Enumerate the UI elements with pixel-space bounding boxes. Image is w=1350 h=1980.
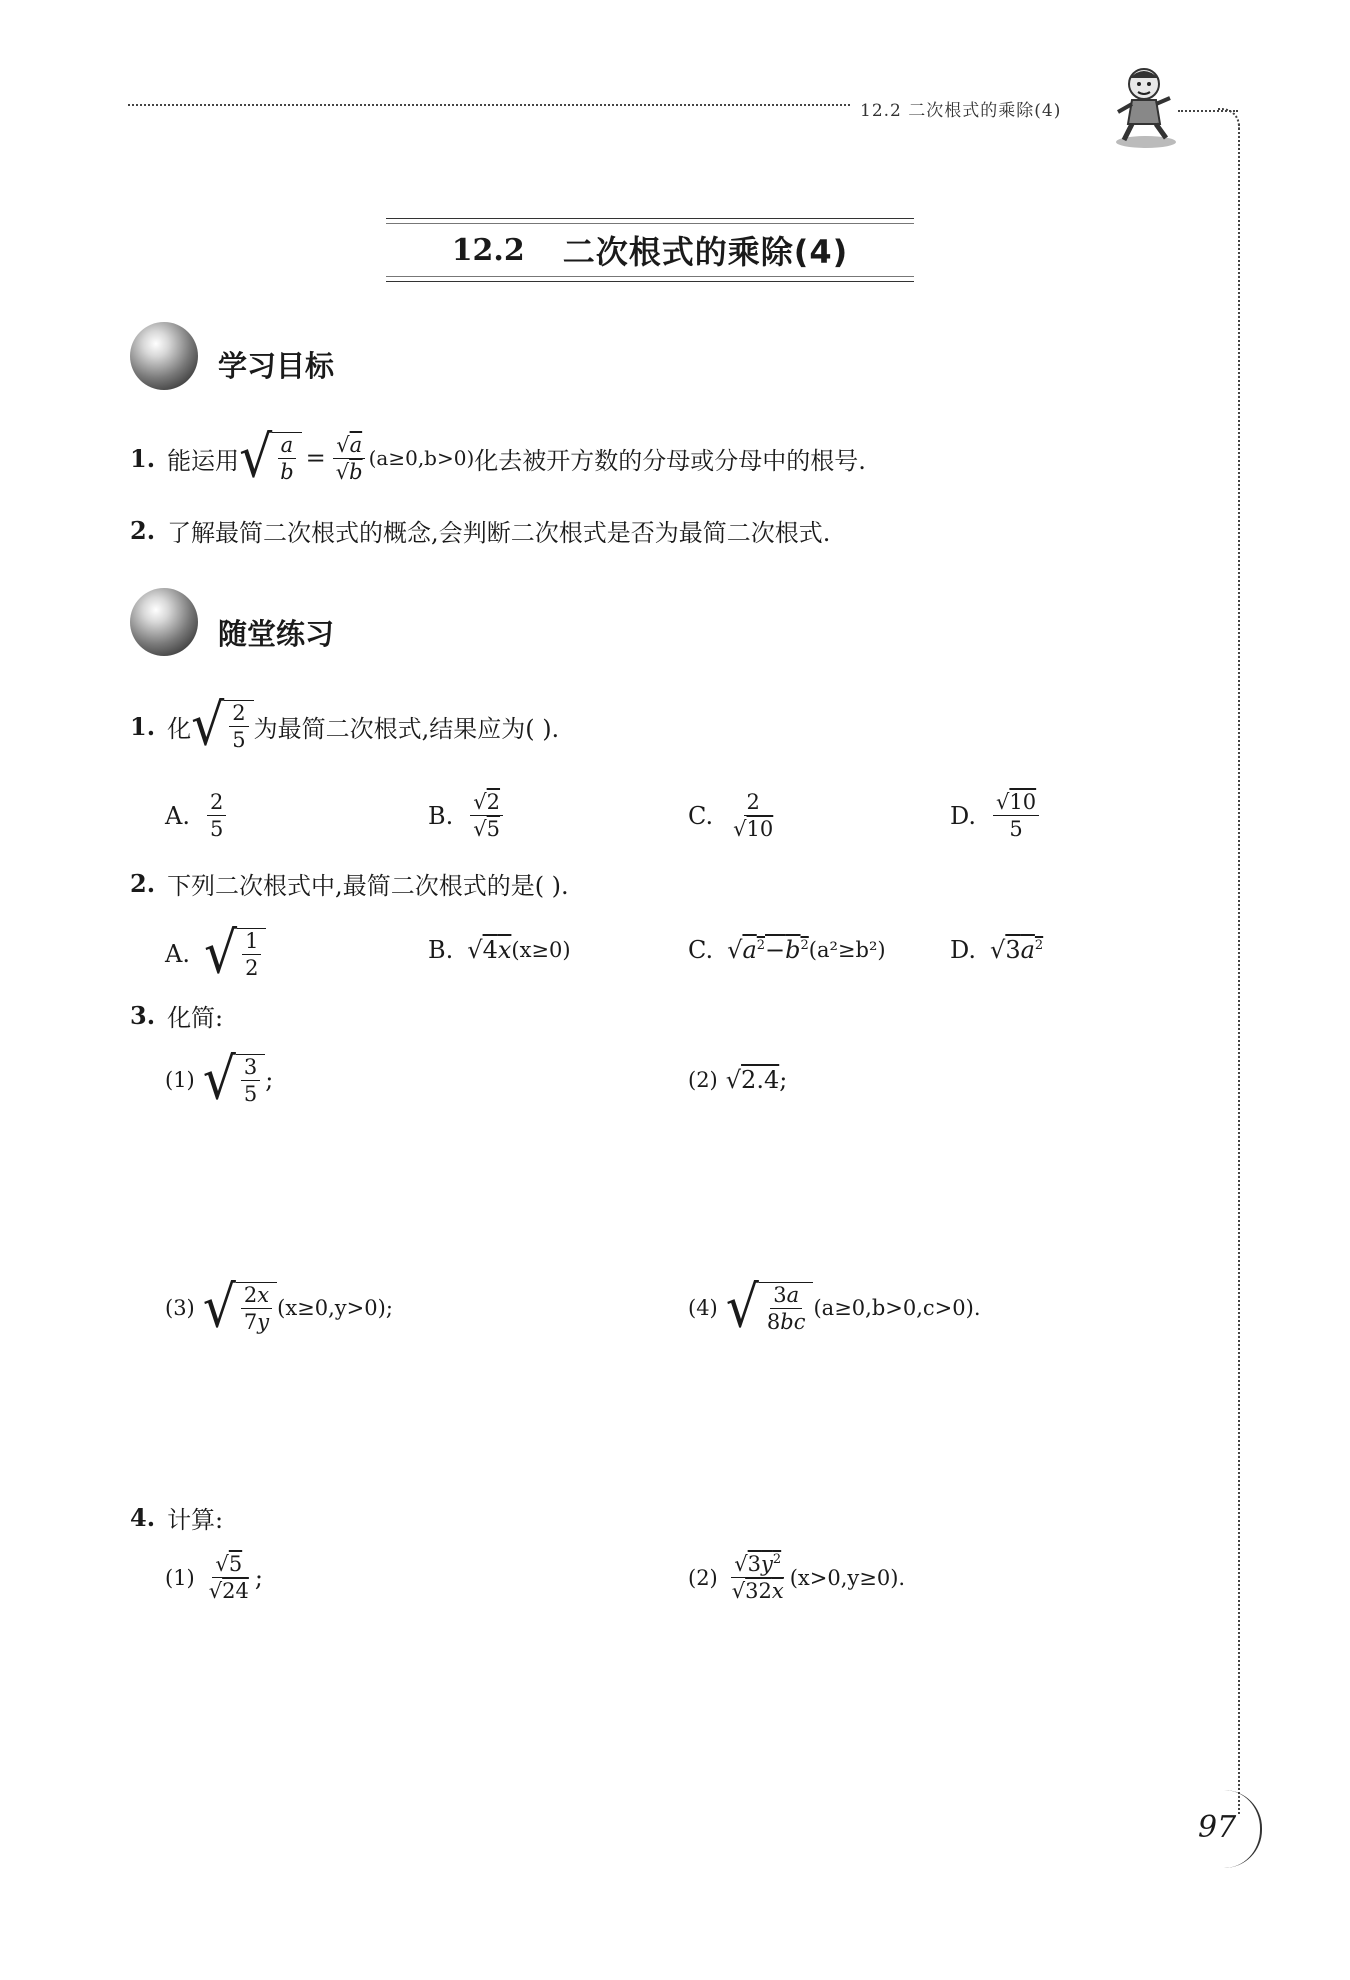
section-heading-practice: 随堂练习 <box>218 617 335 651</box>
q2-option-a: A. √ $\frac{1}{2}$ <box>165 928 266 980</box>
lesson-number: 12.2 <box>451 232 525 268</box>
boy-mascot-icon <box>1110 62 1180 150</box>
q2-option-d: D. $√3a^2$ <box>950 936 1044 964</box>
q3-part-2: (2) √2.4 ; <box>688 1066 788 1094</box>
q1-option-b: B. $\frac{√2}{√5}$ <box>428 790 506 841</box>
question-1: 1. 化 √ $\frac{2}{5}$ 为最简二次根式,结果应为( ). <box>130 692 560 759</box>
q2-option-b: B. √4x (x≥0) <box>428 936 571 964</box>
header-dotted-rule <box>128 104 850 106</box>
objective-1: 1. 能运用 √ $\frac{a}{b}$ = $\frac{√a}{√b}$ (a≥0,b>0) 化去被开方数的分母或分母中的根号. <box>130 424 866 491</box>
page-number: 97 <box>1198 1810 1237 1845</box>
lesson-title-text: 二次根式的乘除(4) <box>562 233 849 271</box>
globe-icon <box>130 588 198 656</box>
q1-option-c: C. $\frac{2}{√10}$ <box>688 790 774 842</box>
q1-option-d: D. $\frac{√10}{5}$ <box>950 790 1042 841</box>
question-3: 3. 化简: <box>130 1001 224 1032</box>
q1-option-a: A. $\frac{2}{5}$ <box>165 790 229 841</box>
q3-part-4: (4) √ $\frac{3a}{8bc}$ (a≥0,b>0,c>0). <box>688 1274 981 1341</box>
margin-dotted-rule <box>1238 124 1240 1814</box>
question-4: 4. 计算: <box>130 1503 224 1534</box>
q3-part-3: (3) √ $\frac{2x}{7y}$ (x≥0,y>0); <box>165 1274 393 1341</box>
section-heading-objectives: 学习目标 <box>218 349 335 383</box>
q2-option-c: C. $√a^2-b^2$ (a²≥b²) <box>688 936 886 964</box>
objective-2: 2. 了解最简二次根式的概念,会判断二次根式是否为最简二次根式. <box>130 516 831 547</box>
q4-part-1: (1) $\frac{√5}{√24}$ ; <box>165 1552 263 1604</box>
running-title: 12.2 二次根式的乘除(4) <box>860 101 1062 121</box>
q4-part-2: (2) $\frac{√3y^2}{√32x}$ (x>0,y≥0). <box>688 1552 906 1604</box>
question-2: 2. 下列二次根式中,最简二次根式的是( ). <box>130 869 569 900</box>
globe-icon <box>130 322 198 390</box>
lesson-title <box>386 218 914 282</box>
sqrt-a-over-b: √ $\frac{a}{b}$ <box>239 432 302 484</box>
q3-part-1: (1) √ $\frac{3}{5}$ ; <box>165 1046 274 1113</box>
